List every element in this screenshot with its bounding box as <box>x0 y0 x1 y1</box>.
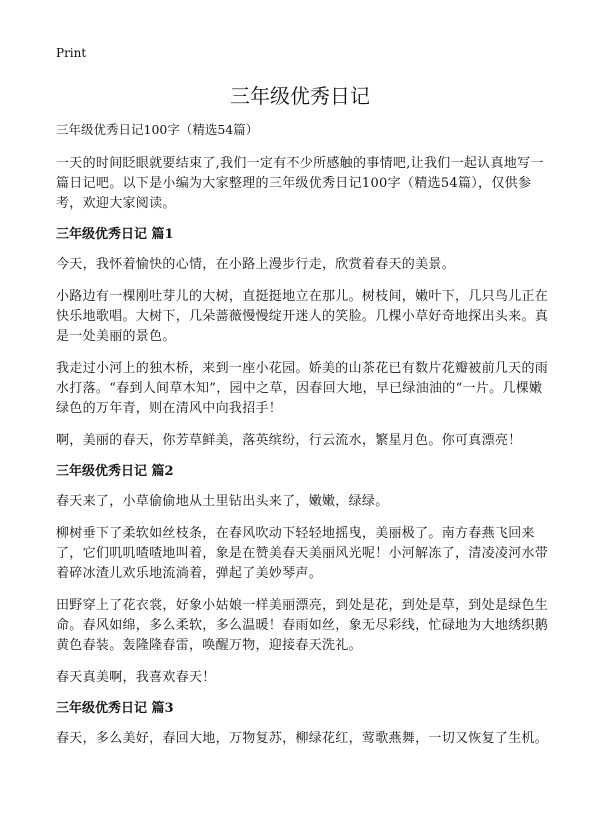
section-paragraph: 春天，多么美好，春回大地，万物复苏，柳绿花红，莺歌燕舞，一切又恢复了生机。 <box>56 731 549 746</box>
section-paragraph: 田野穿上了花衣裳，好象小姑娘一样美丽漂亮，到处是花，到处是草，到处是绿色生命。春风如绵，多么柔软，多么温暖！春雨如丝，象无尽彩线，忙碌地为大地绣织鹅黄色春装。轰隆隆春雷，唤醒万物，迎接春天洗礼。 <box>56 598 549 653</box>
section-paragraph: 柳树垂下了柔软如丝枝条，在春风吹动下轻轻地摇曳，美丽极了。南方春燕飞回来了，它们叽叽喳喳地叫着，象是在赞美春天美丽风光呢！小河解冻了，清凌凌河水带着碎冰渣儿欢乐地流淌着，弹起了美妙琴声。 <box>56 526 549 581</box>
diary-section-2 <box>56 463 554 688</box>
page-title: 三年级优秀日记 <box>230 84 370 108</box>
diary-section-1 <box>56 226 554 451</box>
diary-section-3 <box>56 700 554 749</box>
section-heading: 三年级优秀日记 篇3 <box>56 701 174 716</box>
section-paragraph: 小路边有一棵刚吐芽儿的大树，直挺挺地立在那儿。树枝间，嫩叶下，几只鸟儿正在快乐地歌唱。大树下，几朵蔷薇慢慢绽开迷人的笑脸。几棵小草好奇地探出头来。真是一处美丽的景色。 <box>56 289 549 344</box>
section-paragraph: 今天，我怀着愉快的心情，在小路上漫步行走，欣赏着春天的美景。 <box>56 257 456 272</box>
section-paragraph: 春天真美啊，我喜欢春天！ <box>56 670 216 685</box>
article-subtitle: 三年级优秀日记100字（精选54篇） <box>56 122 259 137</box>
print-link[interactable]: Print <box>56 46 87 60</box>
intro-paragraph: 一天的时间眨眼就要结束了,我们一定有不少所感触的事情吧,让我们一起认真地写一篇日记吧。以下是小编为大家整理的三年级优秀日记100字（精选54篇），仅供参考，欢迎大家阅读。 <box>56 156 544 211</box>
article-body <box>56 121 554 761</box>
section-paragraph: 啊，美丽的春天，你芳草鲜美，落英缤纷，行云流水，繁星月色。你可真漂亮！ <box>56 433 522 448</box>
section-heading: 三年级优秀日记 篇2 <box>56 464 174 479</box>
section-heading: 三年级优秀日记 篇1 <box>56 227 174 242</box>
section-paragraph: 我走过小河上的独木桥，来到一座小花园。娇美的山茶花已有数片花瓣被前几天的雨水打落。“春到人间草木知”，园中之草，因春回大地，早已绿油油的“一片。几棵嫩绿色的万年青，则在清风中向我招手！ <box>56 361 549 416</box>
section-paragraph: 春天来了，小草偷偷地从土里钻出头来了，嫩嫩，绿绿。 <box>56 494 389 509</box>
